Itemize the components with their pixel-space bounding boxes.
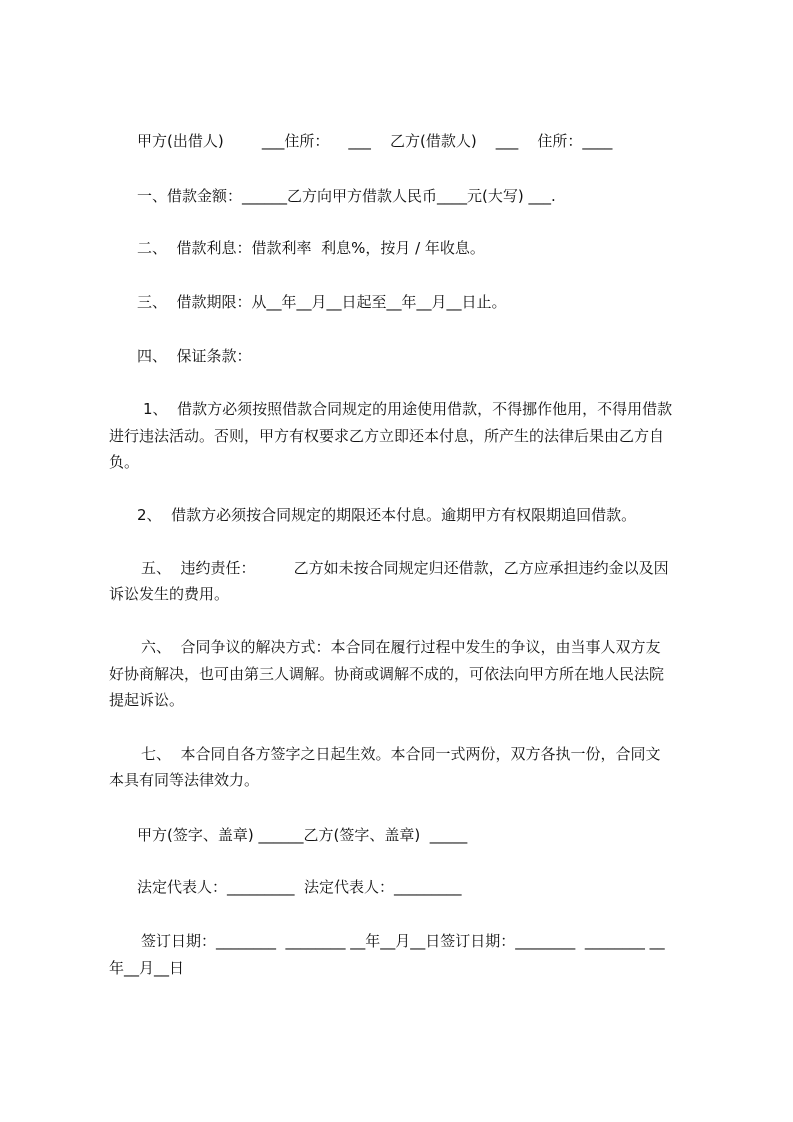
parties-line: 甲方(出借人) ___住所： ___ 乙方(借款人) ___ 住所：____: [137, 132, 613, 150]
clause-guarantee-1-line-1: 1、 借款方必须按照借款合同规定的用途使用借款，不得挪作他用，不得用借款: [143, 400, 673, 418]
signature-line: 甲方(签字、盖章) ______乙方(签字、盖章) _____: [137, 826, 468, 844]
clause-effect-line-1: 七、 本合同自各方签字之日起生效。本合同一式两份，双方各执一份，合同文: [141, 745, 661, 763]
clause-dispute-line-3: 提起诉讼。: [109, 691, 185, 709]
clause-guarantee-1-line-3: 负。: [109, 453, 140, 471]
legal-representative-line: 法定代表人：_________ 法定代表人：_________: [137, 878, 462, 896]
signing-date-line-2: 年__月__日: [109, 959, 185, 977]
clause-breach-line-1: 五、 违约责任： 乙方如未按合同规定归还借款，乙方应承担违约金以及因: [141, 559, 669, 577]
signing-date-line-1: 签订日期：________ ________ __年__月__日签订日期：________ ________ __: [141, 932, 665, 950]
clause-dispute-line-1: 六、 合同争议的解决方式：本合同在履行过程中发生的争议，由当事人双方友: [141, 638, 661, 656]
clause-loan-amount: 一、借款金额：______乙方向甲方借款人民币____元(大写) ___.: [137, 187, 556, 205]
clause-guarantee-2: 2、 借款方必须按合同规定的期限还本付息。逾期甲方有权限期追回借款。: [137, 506, 637, 524]
clause-loan-term: 三、 借款期限：从__年__月__日起至__年__月__日止。: [137, 293, 507, 311]
clause-guarantee-title: 四、 保证条款：: [137, 347, 252, 365]
clause-breach-line-2: 诉讼发生的费用。: [109, 585, 230, 603]
clause-effect-line-2: 本具有同等法律效力。: [109, 771, 260, 789]
clause-loan-interest: 二、 借款利息：借款利率 利息%，按月 / 年收息。: [137, 239, 485, 257]
clause-guarantee-1-line-2: 进行违法活动。否则，甲方有权要求乙方立即还本付息，所产生的法律后果由乙方自: [109, 427, 665, 445]
clause-dispute-line-2: 好协商解决，也可由第三人调解。协商或调解不成的，可依法向甲方所在地人民法院: [109, 665, 665, 683]
